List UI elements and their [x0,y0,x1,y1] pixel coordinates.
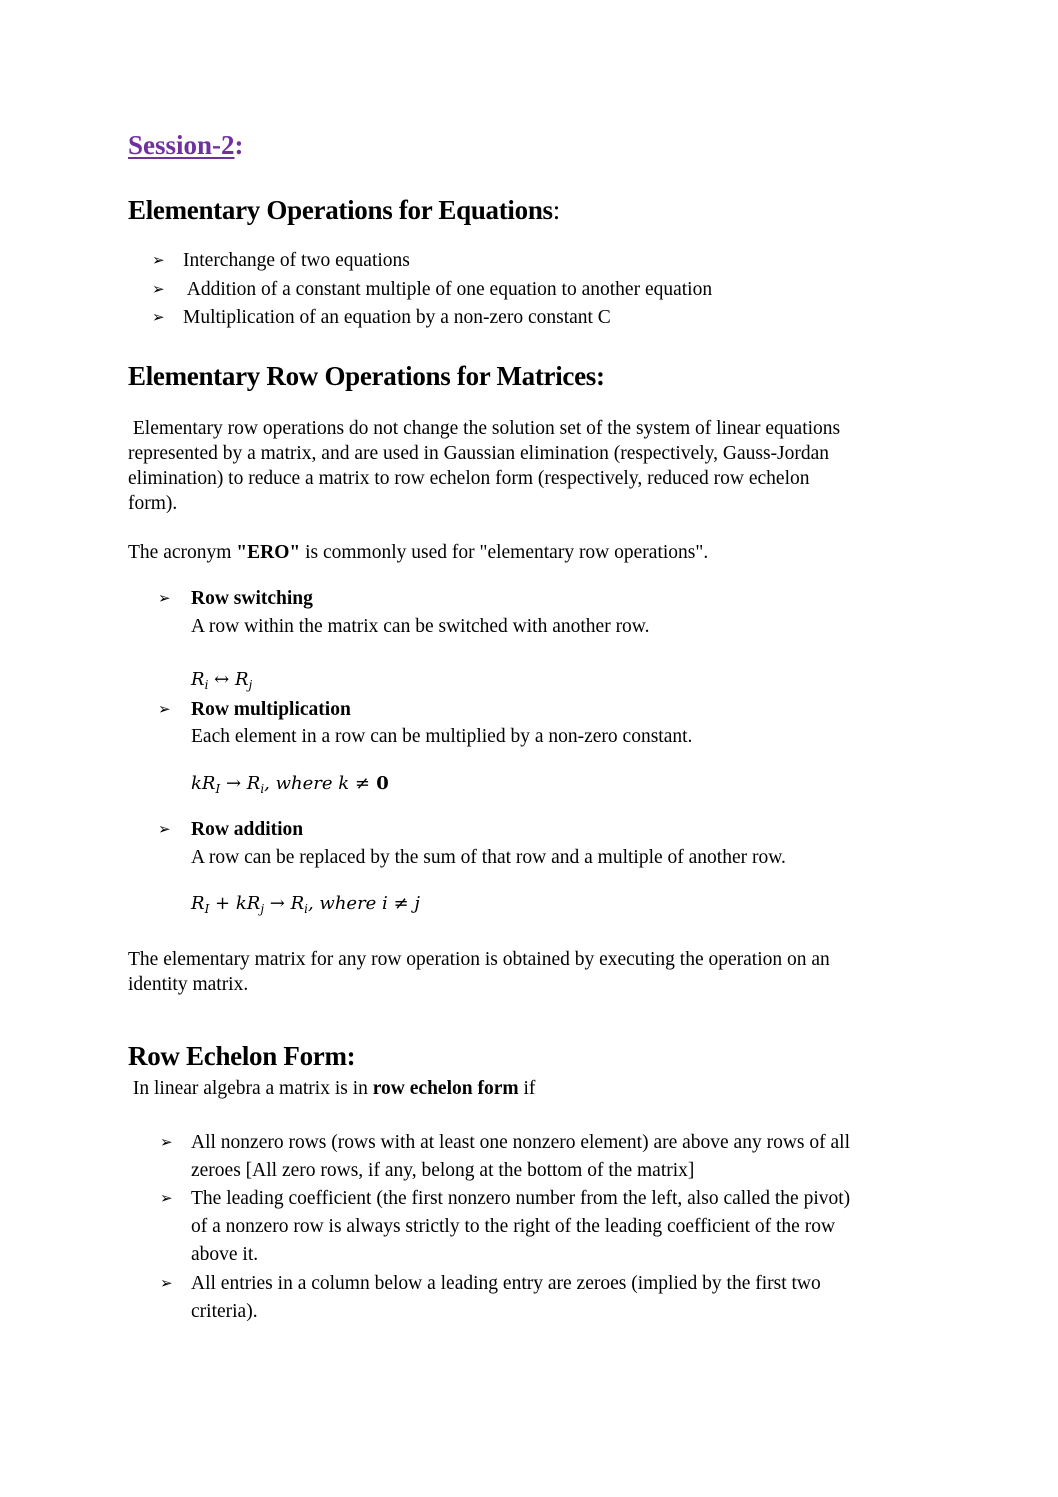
criterion-line: of a nonzero row is always strictly to the right of the leading coefficient of the row [191,1216,836,1237]
formula-operator: ≠ [393,893,409,914]
operation-title-row-switching: Row switching [191,588,313,609]
formula-subscript: j [248,678,253,692]
formula-part: R [191,669,205,690]
heading-text: Elementary Operations for Equations [128,195,553,225]
criterion-line: All entries in a column below a leading entry are zeroes (implied by the first two [191,1273,821,1294]
formula-part: R [246,773,261,794]
criterion-line: above it. [191,1244,259,1265]
formula-subscript: i [304,902,308,916]
closing-line: The elementary matrix for any row operation is obtained by executing the operation on an [128,949,830,970]
operation-description: A row within the matrix can be switched with another row. [191,616,650,637]
equation-operation-item: Addition of a constant multiple of one equation to another equation [183,279,713,300]
formula-part: R [191,893,205,914]
session-heading-link[interactable]: Session-2 [128,130,235,160]
formula-subscript: j [260,902,265,916]
intro-line: Elementary row operations do not change the solution set of the system of linear equations [128,418,841,439]
formula-part: + kR [209,893,261,914]
heading-elementary-row-operations: Elementary Row Operations for Matrices: [128,361,605,391]
bullet-arrow-icon: ➢ [160,1274,173,1292]
bullet-arrow-icon: ➢ [152,251,165,269]
formula-operator: ≠ [354,773,370,794]
criterion-line: criteria). [191,1301,258,1322]
bullet-arrow-icon: ➢ [160,1189,173,1207]
formula-part: j [408,893,420,914]
formula-part: , where i [307,893,394,914]
bullet-arrow-icon: ➢ [152,308,165,326]
formula-subscript: i [260,782,265,796]
echelon-intro-term: row echelon form [372,1078,519,1099]
equation-operation-item: Interchange of two equations [183,250,410,271]
formula-subscript: i [204,678,209,692]
formula-part: R [290,893,305,914]
formula-part: R [234,669,249,690]
formula-part: , where k [264,773,355,794]
acronym-suffix: is commonly used for "elementary row operations". [300,542,709,563]
formula-row-addition [191,891,420,916]
echelon-intro [128,1076,535,1101]
formula-subscript: I [204,902,210,916]
heading-row-echelon-form: Row Echelon Form: [128,1041,356,1071]
session-heading [128,128,244,162]
formula-operator: → [264,893,291,914]
acronym-ero: "ERO" [236,542,301,563]
equation-operation-item: Multiplication of an equation by a non-zero constant C [183,307,611,328]
formula-subscript: I [215,782,221,796]
heading-colon: : [552,195,560,225]
criterion-line: zeroes [All zero rows, if any, belong at the bottom of the matrix] [191,1160,695,1181]
session-heading-colon: : [234,130,244,160]
bullet-arrow-icon: ➢ [152,280,165,298]
echelon-intro-suffix: if [518,1078,536,1099]
operation-title-row-multiplication: Row multiplication [191,699,351,720]
operation-description: Each element in a row can be multiplied by a non-zero constant. [191,726,693,747]
formula-operator: → [220,773,247,794]
formula-part: 0 [369,773,389,794]
operation-description: A row can be replaced by the sum of that row and a multiple of another row. [191,847,786,868]
intro-line: form). [128,493,178,514]
intro-line: elimination) to reduce a matrix to row echelon form (respectively, reduced row echelon [128,468,810,489]
heading-elementary-operations-equations [128,193,560,227]
formula-part: kR [191,773,216,794]
bullet-arrow-icon: ➢ [160,1133,173,1151]
formula-operator: ↔ [208,669,235,690]
bullet-arrow-icon: ➢ [158,700,171,718]
criterion-line: The leading coefficient (the first nonzero number from the left, also called the pivot) [191,1188,851,1209]
criterion-line: All nonzero rows (rows with at least one nonzero element) are above any rows of all [191,1132,850,1153]
acronym-prefix: The acronym [128,542,237,563]
closing-line: identity matrix. [128,974,249,995]
formula-row-switching [191,667,252,692]
intro-line: represented by a matrix, and are used in Gaussian elimination (respectively, Gauss-Jordan [128,443,830,464]
echelon-intro-prefix: In linear algebra a matrix is in [128,1078,373,1099]
acronym-line [128,540,708,565]
formula-row-multiplication [191,771,389,796]
operation-title-row-addition: Row addition [191,819,304,840]
bullet-arrow-icon: ➢ [158,820,171,838]
bullet-arrow-icon: ➢ [158,589,171,607]
